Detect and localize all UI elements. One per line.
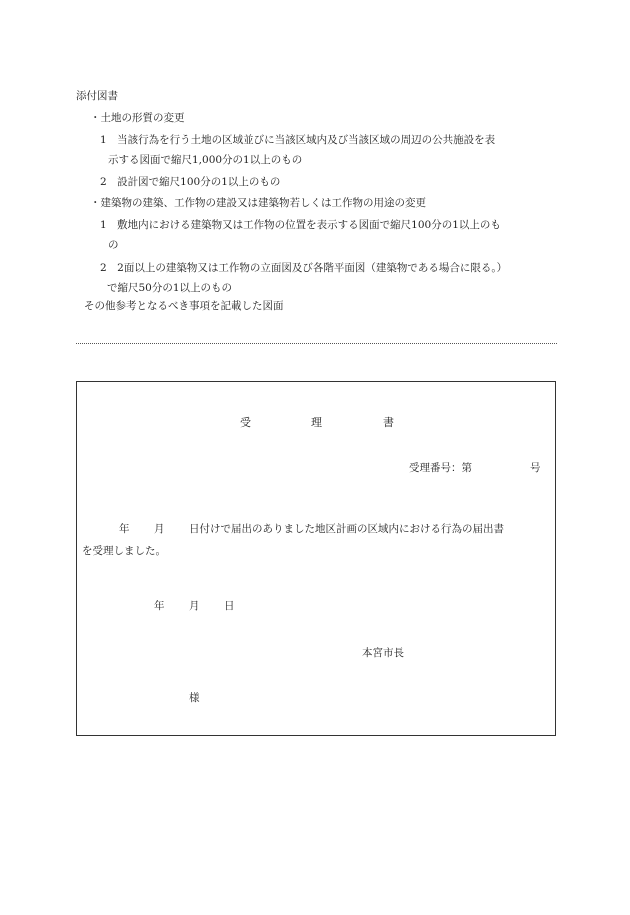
- section1-item1-line1: 1 当該行為を行う土地の区域並びに当該区域内及び当該区域の周辺の公共施設を表: [100, 134, 496, 146]
- section1-item1-line2: 示する図面で縮尺1,000分の1以上のもの: [108, 154, 303, 166]
- receipt-body-line1: 日付けで届出のありました地区計画の区域内における行為の届出書: [189, 523, 504, 535]
- addressee-suffix: 様: [189, 692, 200, 704]
- mayor-title: 本宮市長: [362, 647, 404, 659]
- dotted-separator: [76, 343, 557, 344]
- receipt-title-char-2: 理: [311, 416, 322, 429]
- receipt-date-year: 年: [119, 523, 130, 535]
- section-land-form-change-title: ・土地の形質の変更: [90, 112, 185, 124]
- receipt-number-label: 受理番号：第: [409, 462, 472, 474]
- section2-item2-line2: で縮尺50分の1以上のもの: [107, 282, 233, 294]
- receipt-title-char-3: 書: [383, 416, 394, 429]
- receipt-title-char-1: 受: [240, 416, 251, 429]
- receipt-body-line2: を受理しました。: [82, 545, 166, 557]
- sign-date-day: 日: [224, 600, 235, 612]
- receipt-date-month: 月: [154, 523, 165, 535]
- receipt-number-suffix: 号: [530, 462, 541, 474]
- section2-item1-line1: 1 敷地内における建築物又は工作物の位置を表示する図面で縮尺100分の1以上のも: [100, 219, 501, 231]
- section2-item1-line2: の: [108, 239, 119, 251]
- sign-date-year: 年: [154, 600, 165, 612]
- receipt-box: [76, 381, 556, 736]
- section-building-construction-title: ・建築物の建築、工作物の建設又は建築物若しくは工作物の用途の変更: [90, 197, 426, 209]
- sign-date-month: 月: [189, 600, 200, 612]
- section1-item2: 2 設計図で縮尺100分の1以上のもの: [100, 176, 281, 188]
- attachments-heading: 添付図書: [76, 90, 118, 102]
- other-reference-drawings: その他参考となるべき事項を記載した図面: [84, 300, 284, 312]
- section2-item2-line1: 2 2面以上の建築物又は工作物の立面図及び各階平面図（建築物である場合に限る。）: [100, 262, 508, 274]
